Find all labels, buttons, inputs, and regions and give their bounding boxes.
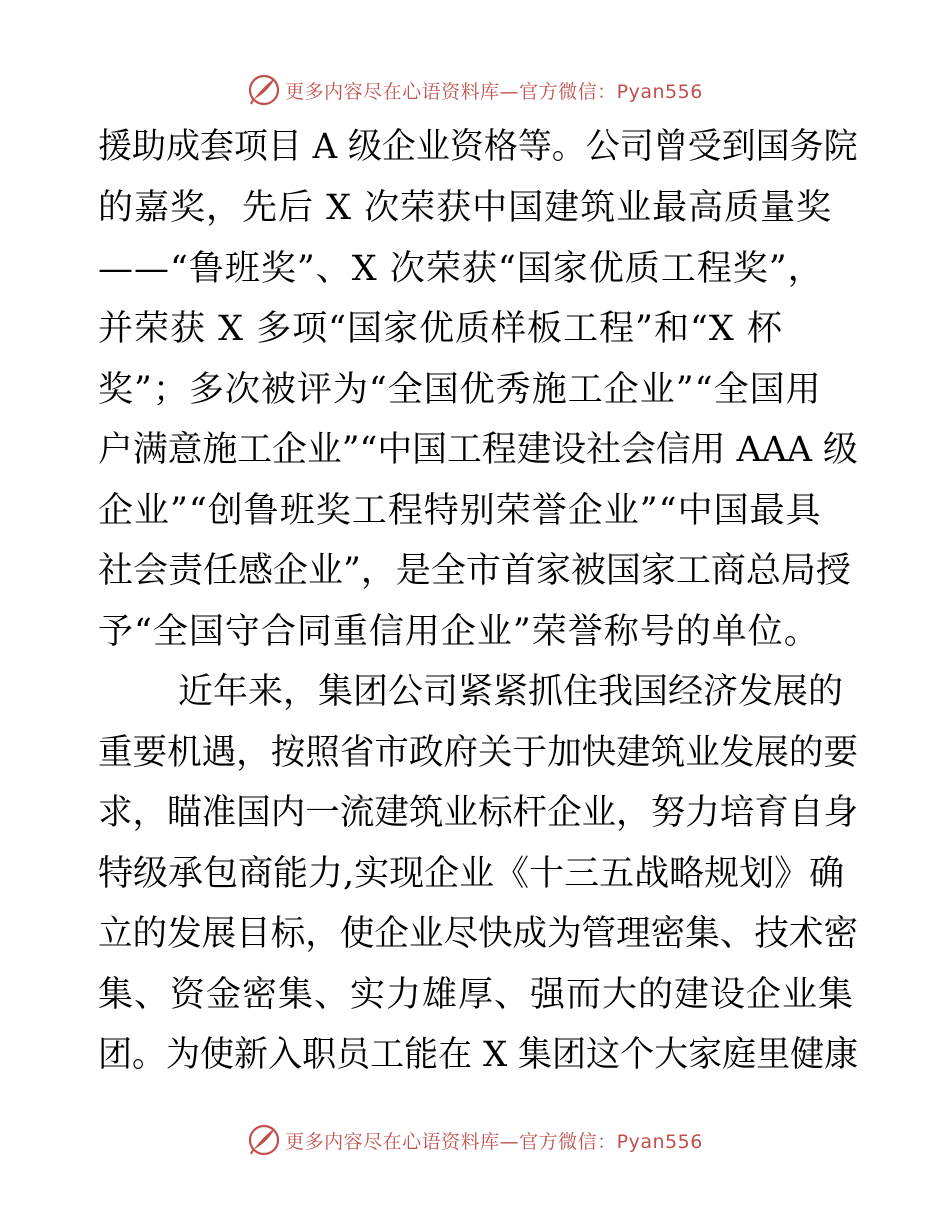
text-line: 立的发展目标，使企业尽快成为管理密集、技术密 [98,914,859,954]
text-line: 企业”“创鲁班奖工程特别荣誉企业”“中国最具 [98,491,822,531]
banner-text: 更多内容尽在心语资料库—官方微信：Pyan556 [285,1130,703,1153]
text-line: 社会责任感企业”，是全市首家被国家工商总局授 [98,551,851,591]
text-line: 重要机遇，按照省市政府关于加快建筑业发展的要 [98,733,859,773]
text-line: 近年来，集团公司紧紧抓住我国经济发展的 [178,672,844,712]
text-line: 特级承包商能力,实现企业《十三五战略规划》确 [98,854,845,894]
quill-logo-icon [247,73,281,107]
text-line: 并荣获 X 多项“国家优质样板工程”和“X 杯 [98,309,783,349]
banner-text: 更多内容尽在心语资料库—官方微信：Pyan556 [285,80,703,103]
text-line: 户满意施工企业”“中国工程建设社会信用 AAA 级 [98,430,858,470]
footer-banner [0,1122,950,1158]
text-line: 的嘉奖，先后 X 次荣获中国建筑业最高质量奖 [98,188,833,228]
text-line: 团。为使新入职员工能在 X 集团这个大家庭里健康 [98,1035,859,1075]
text-line: 求，瞄准国内一流建筑业标杆企业，努力培育自身 [98,793,859,833]
text-line: 援助成套项目 A 级企业资格等。公司曾受到国务院 [98,127,858,167]
text-line: 集、资金密集、实力雄厚、强而大的建设企业集 [98,975,855,1015]
text-line: 奖”；多次被评为“全国优秀施工企业”“全国用 [98,370,822,410]
text-line: ——“鲁班奖”、X 次荣获“国家优质工程奖”， [98,249,824,289]
quill-logo-icon [247,1123,281,1157]
header-banner [0,72,950,108]
text-line: 予“全国守合同重信用企业”荣誉称号的单位。 [98,612,820,652]
